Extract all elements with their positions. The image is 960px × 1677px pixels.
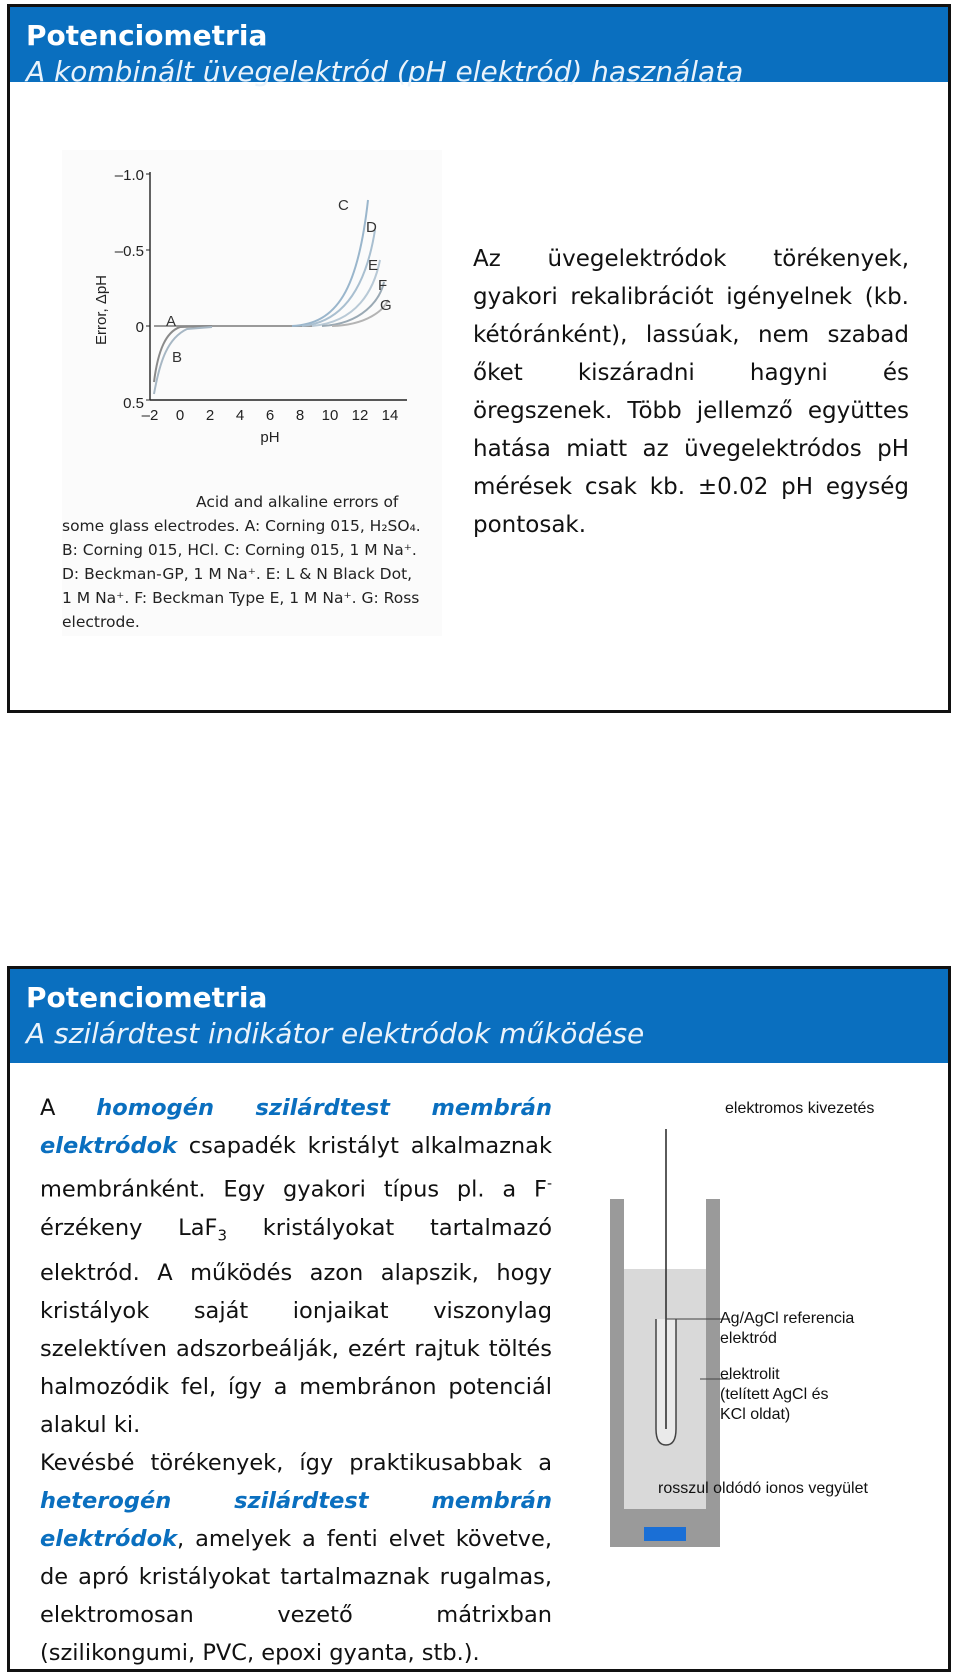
curve-label: C [338,197,349,214]
curve-label: E [368,257,379,274]
curve-label: D [366,219,377,236]
keyword: homogén szilárdtest membrán elektródok [40,1095,552,1159]
x-tick-label: 14 [381,407,399,424]
label-membrane: rosszul oldódó ionos vegyület [658,1480,868,1497]
x-tick-label: 6 [265,407,275,424]
slide-title: Potenciometria [26,19,268,52]
error-curve-plot [62,150,442,490]
slide-header [10,7,948,88]
caption-line: 1 M Na⁺. F: Beckman Type E, 1 M Na⁺. G: Ross [62,589,420,607]
curve-a [154,326,212,382]
label-lead: elektromos kivezetés [725,1100,875,1117]
caption-line: some glass electrodes. A: Corning 015, H₂SO₄. [62,517,421,535]
y-tick-label: –1.0 [114,167,144,184]
slide-subtitle: A szilárdtest indikátor elektródok működése [26,1017,645,1050]
x-tick-label: 0 [175,407,185,424]
x-tick-label: 8 [295,407,305,424]
x-tick-label: 4 [235,407,245,424]
electrode-diagram [610,1100,950,1589]
keyword: heterogén szilárdtest membrán elektródok [40,1488,552,1552]
curve-f [322,282,384,326]
label-electrolyte: (telített AgCl és [720,1386,829,1403]
electrode-schematic [610,1129,950,1589]
label-electrolyte: elektrolit [720,1366,780,1383]
slide-body-text [40,1089,552,1672]
paragraph: Kevésbé törékenyek, így praktikusabbak a heterogén szilárdtest membrán elektródok, amelyek a fenti elvet követve, de apró kristályokat tartalmaznak rugalmas, elektromosan vezető mátrixban (szilikongumi, PVC, epoxi gyanta, stb.). [40,1450,552,1666]
membrane-crystal [644,1527,686,1541]
caption-line: Acid and alkaline errors of [196,493,399,511]
label-electrolyte: KCl oldat) [720,1406,791,1423]
slide-solid-state-electrode [7,966,951,1672]
paragraph: A homogén szilárdtest membrán elektródok csapadék kristályt alkalmaznak membránként. Egy gyakori típus pl. a F- érzékeny LaF$_3$ kristályokat tartalmazó elektród. A működés azon alapszik, hogy kristályok saját ionjaikat viszonylag szelektíven adszorbeálják, ezért rajtuk töltés halmozódik fel, így a membránon potenciál alakul ki. [40,1095,553,1438]
slide-title: Potenciometria [26,981,268,1014]
curve-label: B [172,349,183,366]
y-tick-label: 0 [135,319,144,336]
x-tick-label: 10 [321,407,339,424]
x-tick-label: 2 [205,407,215,424]
curve-label: F [378,277,388,294]
x-tick-label: 12 [351,407,369,424]
curve-label: A [166,313,177,330]
label-reference: Ag/AgCl referencia [720,1310,855,1327]
figure-caption [62,490,442,634]
slide-header [10,969,948,1063]
curve-b [154,327,212,394]
x-axis-label: pH [260,429,280,446]
slide-subtitle: A kombinált üvegelektród (pH elektród) használata [26,55,744,88]
y-tick-label: 0.5 [123,395,144,412]
x-tick-label: –2 [141,407,159,424]
caption-line: D: Beckman-GP, 1 M Na⁺. E: L & N Black Dot, [62,565,413,583]
curve-label: G [380,297,392,314]
y-tick-label: –0.5 [114,243,144,260]
caption-line: electrode. [62,613,140,631]
caption-line: B: Corning 015, HCl. C: Corning 015, 1 M Na⁺. [62,541,417,559]
slide-body-text: Az üvegelektródok törékenyek, gyakori rekalibrációt igényelnek (kb. kétóránként), lassúak, nem szabad őket kiszáradni hagyni és öregszenek. Több jellemző együttes hatása miatt az üvegelektródos pH mérések csak kb. ±0.02 pH egység pontosak. [473,246,909,538]
error-curve-figure [62,150,442,636]
label-reference: elektród [720,1330,777,1347]
y-axis-label: Error, ΔpH [93,274,110,346]
